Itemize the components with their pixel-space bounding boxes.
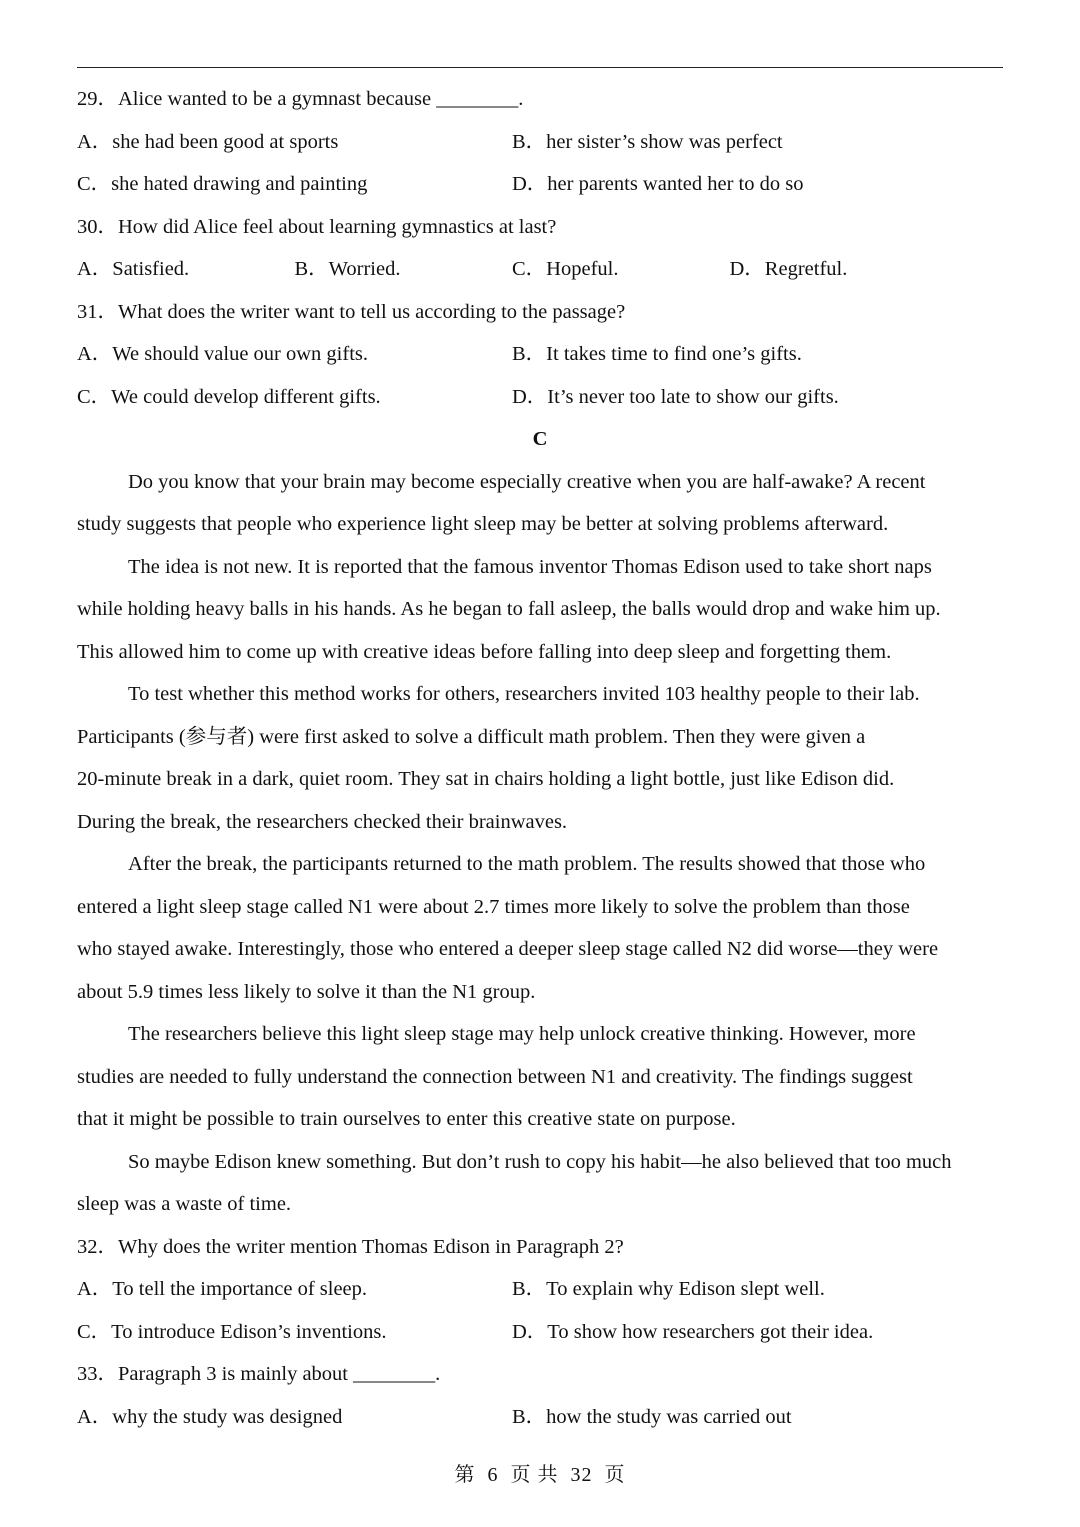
- answer-option: D．Regretful.: [729, 258, 848, 280]
- answer-option: A．We should value our own gifts.: [77, 343, 369, 365]
- questions-bottom: [77, 1226, 1003, 1439]
- passage-line: while holding heavy balls in his hands. As he began to fall asleep, the balls would drop and wake him up.: [77, 598, 941, 620]
- header-rule: [77, 67, 1003, 68]
- question-block: [77, 1353, 1003, 1438]
- answer-option: C．she hated drawing and painting: [77, 173, 368, 195]
- page-content: [77, 78, 1003, 1438]
- answer-option: B．Worried.: [294, 258, 401, 280]
- question-block: [77, 291, 1003, 419]
- answer-option: A．she had been good at sports: [77, 130, 339, 153]
- option-row: [77, 248, 1003, 291]
- answer-option: D．To show how researchers got their idea.: [512, 1320, 874, 1343]
- question-stem: 30．How did Alice feel about learning gymnastics at last?: [77, 215, 557, 238]
- question-block: [77, 206, 1003, 291]
- footer-middle: 页 共: [510, 1464, 559, 1486]
- passage-line: The idea is not new. It is reported that the famous inventor Thomas Edison used to take short naps: [128, 555, 932, 578]
- passage-line: After the break, the participants returned to the math problem. The results showed that those who: [128, 853, 926, 875]
- passage-line: sleep was a waste of time.: [77, 1193, 292, 1215]
- question-block: [77, 1226, 1003, 1354]
- passage-line: So maybe Edison knew something. But don’t rush to copy his habit—he also believed that too much: [128, 1150, 952, 1173]
- passage-paragraph: [77, 673, 1003, 843]
- option-row: [77, 163, 1003, 206]
- answer-option: C．Hopeful.: [512, 258, 619, 280]
- answer-option: D．It’s never too late to show our gifts.: [512, 385, 839, 408]
- answer-option: B．how the study was carried out: [512, 1405, 792, 1428]
- section-title: C: [532, 428, 548, 450]
- footer-suffix: 页: [604, 1464, 626, 1486]
- answer-option: A．To tell the importance of sleep.: [77, 1278, 368, 1300]
- answer-option: B．To explain why Edison slept well.: [512, 1278, 825, 1300]
- passage-line: During the break, the researchers checked their brainwaves.: [77, 810, 568, 833]
- option-row: [77, 1311, 1003, 1354]
- passage-line: studies are needed to fully understand the connection between N1 and creativity. The findings suggest: [77, 1065, 913, 1088]
- passage-paragraph: [77, 1013, 1003, 1141]
- passage-line: entered a light sleep stage called N1 were about 2.7 times more likely to solve the problem than those: [77, 895, 910, 918]
- passage-line: 20-minute break in a dark, quiet room. They sat in chairs holding a light bottle, just like Edison did.: [77, 768, 895, 790]
- answer-option: B．her sister’s show was perfect: [512, 130, 783, 153]
- answer-option: B．It takes time to find one’s gifts.: [512, 343, 802, 365]
- passage-paragraph: [77, 461, 1003, 546]
- answer-option: C．To introduce Edison’s inventions.: [77, 1320, 387, 1343]
- passage-paragraph: [77, 843, 1003, 1013]
- passage-paragraph: [77, 546, 1003, 674]
- option-row: [77, 376, 1003, 419]
- question-stem: 33．Paragraph 3 is mainly about ________.: [77, 1363, 441, 1385]
- page-footer: [0, 1458, 1080, 1487]
- footer-total-pages: 32: [570, 1464, 593, 1486]
- passage-line: Participants (参与者) were first asked to solve a difficult math problem. Then they were given a: [77, 725, 866, 748]
- option-row: [77, 1268, 1003, 1311]
- option-row: [77, 1396, 1003, 1439]
- passage-line: that it might be possible to train ourselves to enter this creative state on purpose.: [77, 1108, 736, 1130]
- answer-option: A．Satisfied.: [77, 258, 190, 280]
- passage-paragraph: [77, 1141, 1003, 1226]
- question-stem: 29．Alice wanted to be a gymnast because ________.: [77, 88, 524, 110]
- answer-option: D．her parents wanted her to do so: [512, 173, 804, 195]
- passage-line: Do you know that your brain may become especially creative when you are half-awake? A recent: [128, 470, 926, 493]
- question-block: [77, 78, 1003, 206]
- option-row: [77, 121, 1003, 164]
- answer-option: C．We could develop different gifts.: [77, 385, 381, 408]
- passage-line: This allowed him to come up with creative ideas before falling into deep sleep and forgetting them.: [77, 640, 892, 663]
- passage-line: study suggests that people who experience light sleep may be better at solving problems afterward.: [77, 513, 889, 535]
- passage-line: The researchers believe this light sleep stage may help unlock creative thinking. However, more: [128, 1023, 916, 1045]
- footer-page-number: 6: [487, 1464, 499, 1486]
- question-stem: 31．What does the writer want to tell us according to the passage?: [77, 300, 626, 323]
- passage-line: about 5.9 times less likely to solve it than the N1 group.: [77, 980, 536, 1003]
- passage-line: who stayed awake. Interestingly, those who entered a deeper sleep stage called N2 did worse—they were: [77, 938, 939, 960]
- answer-option: A．why the study was designed: [77, 1405, 343, 1428]
- option-row: [77, 333, 1003, 376]
- passage: [77, 461, 1003, 1226]
- question-stem: 32．Why does the writer mention Thomas Edison in Paragraph 2?: [77, 1235, 624, 1258]
- passage-line: To test whether this method works for others, researchers invited 103 healthy people to their lab.: [128, 683, 920, 705]
- questions-top: [77, 78, 1003, 418]
- footer-prefix: 第: [454, 1464, 476, 1486]
